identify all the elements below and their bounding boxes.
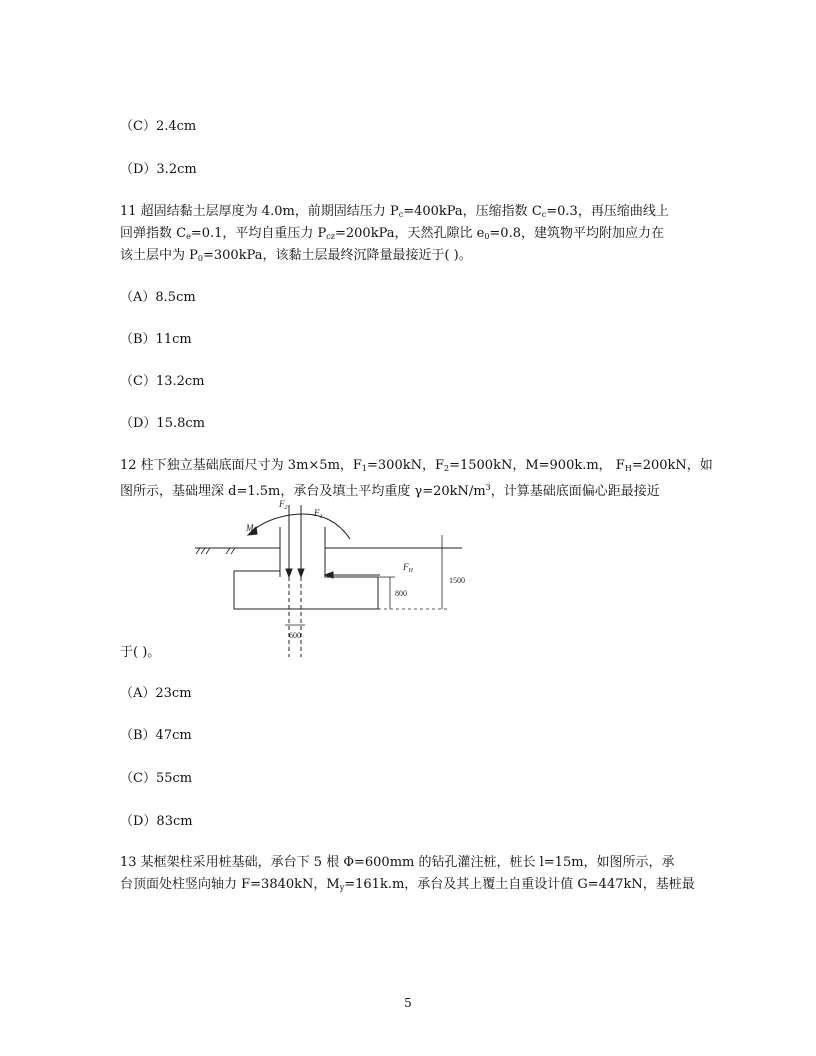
q13-text-line2: 台顶面处柱竖向轴力 F=3840kN，$M_y=161k.m$，承台及其上覆土自重设计值 G=447kN，基桩最 bbox=[120, 877, 695, 892]
option-c-prev: （C）2.4cm bbox=[120, 119, 197, 134]
q12-option-c: （C）55cm bbox=[120, 771, 193, 786]
footing-outline bbox=[234, 527, 378, 609]
q11-option-d: （D）15.8cm bbox=[120, 416, 205, 431]
q11-option-c: （C）13.2cm bbox=[120, 374, 205, 389]
q11-option-a: （A）8.5cm bbox=[120, 290, 196, 305]
q12-text-line2: 图所示，基础埋深 d=1.5m，承台及填土平均重度 $\gamma=20kN/m^3$，计算基础底面偏心距最接近 bbox=[120, 483, 660, 499]
q12-text-line1: 12 柱下独立基础底面尺寸为 3m×5m，$F_1=300kN$，$F_2=1500kN$，M=900k.m， $F_H=200kN$，如 bbox=[120, 458, 713, 473]
q13-text-line1: 13 某框架柱采用桩基础，承台下 5 根 Φ=600mm 的钻孔灌注桩，桩长 l=15m，如图所示，承 bbox=[120, 855, 675, 870]
dim-1500-label: 1500 bbox=[449, 576, 465, 585]
ground-hatch bbox=[196, 548, 235, 554]
page-number: 5 bbox=[404, 996, 412, 1010]
q11-option-b: （B）11cm bbox=[120, 332, 192, 347]
label-f2: $F_2$ bbox=[279, 499, 288, 511]
label-f1: $F_1$ bbox=[314, 508, 323, 520]
q12-option-d: （D）83cm bbox=[120, 814, 193, 829]
q11-text-line2: 回弹指数 $C_e=0.1$，平均自重压力 $P_{cz}=200kPa$，天然孔隙比 $e_0=0.8$，建筑物平均附加应力在 bbox=[120, 226, 664, 241]
q11-text-line1: 11 超固结黏土层厚度为 4.0m，前期固结压力 $P_c=400kPa$，压缩指数 $C_c=0.3$，再压缩曲线上 bbox=[120, 204, 669, 219]
q12-text-line3: 于( )。 bbox=[120, 645, 161, 660]
dim-600-label: 600 bbox=[289, 631, 301, 640]
moment-arc bbox=[250, 514, 350, 539]
q12-option-b: （B）47cm bbox=[120, 728, 192, 743]
label-fh: $F_H$ bbox=[403, 562, 413, 574]
q12-option-a: （A）23cm bbox=[120, 686, 192, 701]
option-d-prev: （D）3.2cm bbox=[120, 162, 197, 177]
q11-text-line3: 该土层中为 $P_0=300kPa$，该黏土层最终沉降量最接近于( )。 bbox=[120, 248, 472, 263]
dim-800-label: 800 bbox=[395, 589, 407, 598]
foundation-diagram bbox=[190, 497, 480, 657]
label-m: M bbox=[246, 523, 254, 533]
